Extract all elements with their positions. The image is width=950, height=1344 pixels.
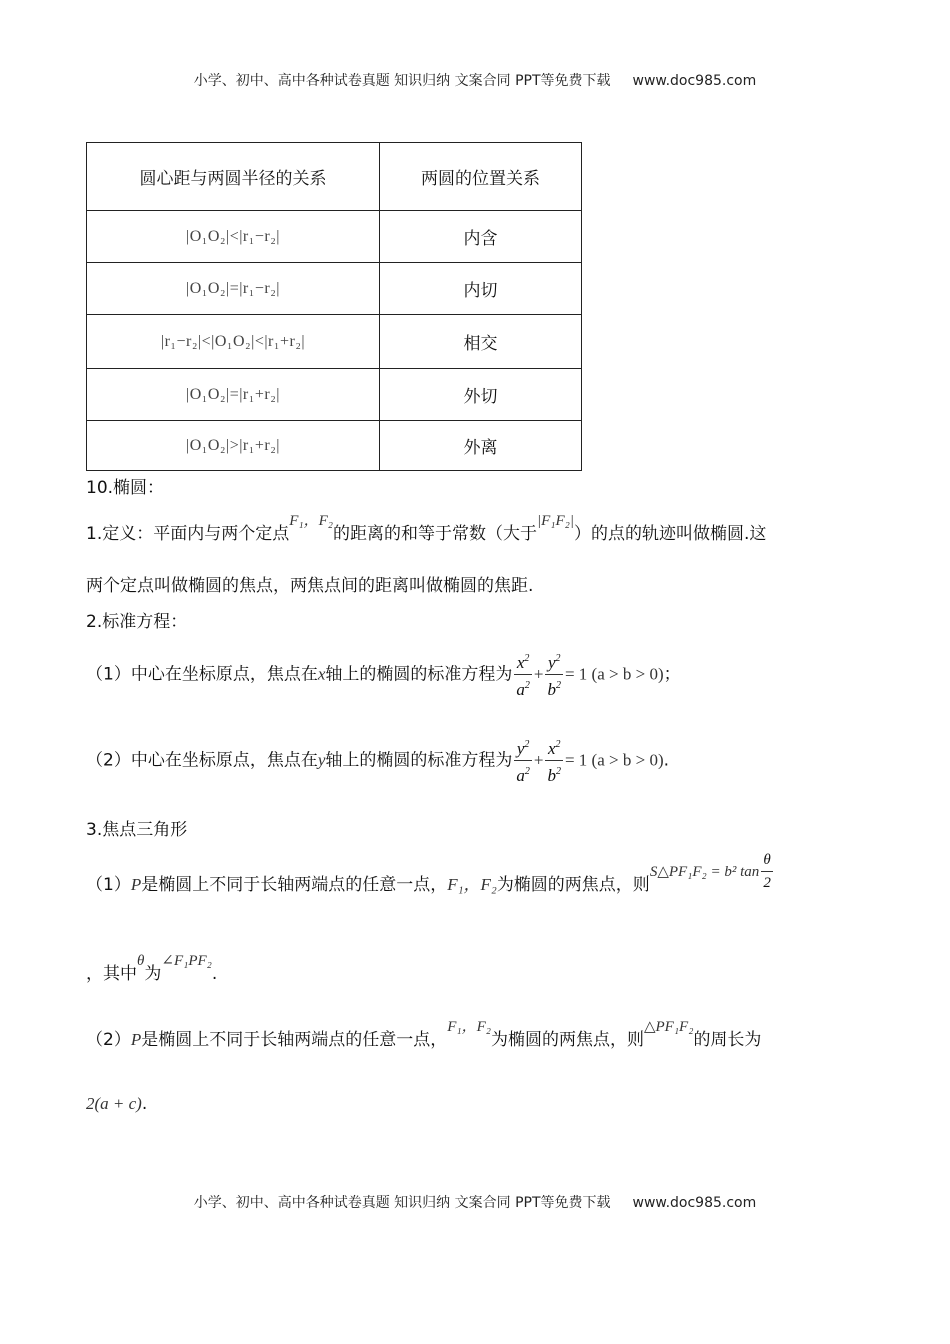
focal-item-2	[86, 1019, 762, 1053]
definition-line-2: 两个定点叫做椭圆的焦点，两焦点间的距离叫做椭圆的焦距.	[86, 576, 534, 596]
item2-perimeter: 2(a + c)	[86, 1094, 142, 1113]
def-text-a: 1.定义：平面内与两个定点	[86, 524, 290, 544]
table-cell-relation: 内切	[380, 263, 582, 315]
eq2-frac-y: $\frac{y^2}{a^2}$	[514, 734, 532, 787]
item1-text-e: 为	[144, 964, 162, 984]
eq2-frac-x: $\frac{x^2}{b^2}$	[545, 734, 563, 787]
standard-equation-title: 2.标准方程：	[86, 612, 188, 632]
focal-item-2-cont	[86, 1092, 147, 1116]
item1-text-d: ，其中	[86, 964, 137, 984]
table-header-position: 两圆的位置关系	[380, 143, 582, 211]
circle-relation-table	[86, 142, 582, 471]
table-header-row	[87, 143, 582, 211]
item1-theta-frac: $\frac{\theta}{2}$	[761, 849, 773, 894]
item2-num: （2）	[86, 1030, 131, 1050]
def-abs-f1f2: |F₁F₂|	[537, 513, 575, 529]
eq2-text-b: 轴上的椭圆的标准方程为	[325, 750, 513, 771]
item1-num: （1）	[86, 875, 131, 895]
item1-P: P	[130, 875, 142, 894]
table-row	[87, 263, 582, 315]
definition-line-1	[86, 513, 767, 547]
table-row	[87, 211, 582, 263]
table-cell-relation: 内含	[380, 211, 582, 263]
focal-item-1-cont	[86, 953, 218, 987]
eq2-text-a: （2）中心在坐标原点，焦点在	[86, 750, 318, 771]
table-cell-formula: |O₁O₂|=|r₁+r₂|	[87, 369, 380, 421]
footer-site-link[interactable]: www.doc985.com	[632, 1195, 757, 1211]
item1-text-c: 为椭圆的两焦点，则	[496, 875, 650, 895]
item1-angle: ∠F₁PF₂	[161, 953, 212, 969]
table-cell-relation: 外切	[380, 369, 582, 421]
table-cell-formula: |O₁O₂|>|r₁+r₂|	[87, 421, 380, 471]
item1-f1f2: F₁，F₂	[447, 875, 497, 894]
table-row	[87, 369, 582, 421]
section-ellipse-title: 10.椭圆：	[86, 478, 165, 498]
item2-text-c: 为椭圆的两焦点，则	[490, 1030, 644, 1050]
header-site-link[interactable]: www.doc985.com	[632, 73, 757, 89]
eq1-text-b: 轴上的椭圆的标准方程为	[325, 664, 513, 685]
focal-item-1	[86, 851, 775, 909]
table-row	[87, 315, 582, 369]
header-text: 小学、初中、高中各种试卷真题 知识归纳 文案合同 PPT等免费下载	[193, 73, 611, 89]
item1-area-formula: S△PF₁F₂ = b² tan	[649, 864, 760, 880]
def-text-b: 的距离的和等于常数（大于	[333, 524, 537, 544]
focal-triangle-title: 3.焦点三角形	[86, 820, 188, 840]
item1-dot: .	[211, 964, 218, 984]
eq2-tail: = 1 (a > b > 0)	[564, 750, 664, 770]
item1-theta: θ	[137, 953, 145, 969]
eq2-axis-var: y	[317, 750, 326, 770]
eq2-end: .	[663, 750, 670, 771]
table-row	[87, 421, 582, 471]
item2-P: P	[130, 1030, 142, 1049]
eq1-end: ；	[663, 664, 681, 685]
eq1-frac-y: $\frac{y^2}{b^2}$	[545, 648, 563, 701]
eq1-tail: = 1 (a > b > 0)	[564, 664, 664, 684]
table-cell-formula: |O₁O₂|<|r₁−r₂|	[87, 211, 380, 263]
item2-f1f2: F₁，F₂	[447, 1019, 491, 1035]
item2-text-d: 的周长为	[693, 1030, 762, 1050]
standard-equation-y: （2）中心在坐标原点，焦点在y轴上的椭圆的标准方程为 $\frac{y^2}{a^2}$ + $\frac{x^2}{b^2}$ = 1 (a > b > 0).	[86, 734, 669, 787]
def-f1f2: F₁，F₂	[289, 513, 333, 529]
item1-text-b: 是椭圆上不同于长轴两端点的任意一点，	[141, 875, 448, 895]
table-cell-relation: 外离	[380, 421, 582, 471]
item2-text-b: 是椭圆上不同于长轴两端点的任意一点，	[141, 1030, 448, 1050]
eq1-axis-var: x	[317, 664, 326, 684]
standard-equation-x: （1）中心在坐标原点，焦点在x轴上的椭圆的标准方程为 $\frac{x^2}{a^2}$ + $\frac{y^2}{b^2}$ = 1 (a > b > 0)；	[86, 648, 681, 701]
item2-dot: .	[141, 1094, 148, 1114]
item2-triangle: △PF₁F₂	[643, 1019, 694, 1035]
eq1-frac-x: $\frac{x^2}{a^2}$	[514, 648, 532, 701]
table-cell-relation: 相交	[380, 315, 582, 369]
def-text-c: ）的点的轨迹叫做椭圆.这	[574, 524, 767, 544]
page-footer	[0, 1192, 950, 1212]
table-cell-formula: |r₁−r₂|<|O₁O₂|<|r₁+r₂|	[87, 315, 380, 369]
table-cell-formula: |O₁O₂|=|r₁−r₂|	[87, 263, 380, 315]
footer-text: 小学、初中、高中各种试卷真题 知识归纳 文案合同 PPT等免费下载	[193, 1195, 611, 1211]
eq1-text-a: （1）中心在坐标原点，焦点在	[86, 664, 318, 685]
page-header	[0, 70, 950, 90]
table-header-distance: 圆心距与两圆半径的关系	[87, 143, 380, 211]
